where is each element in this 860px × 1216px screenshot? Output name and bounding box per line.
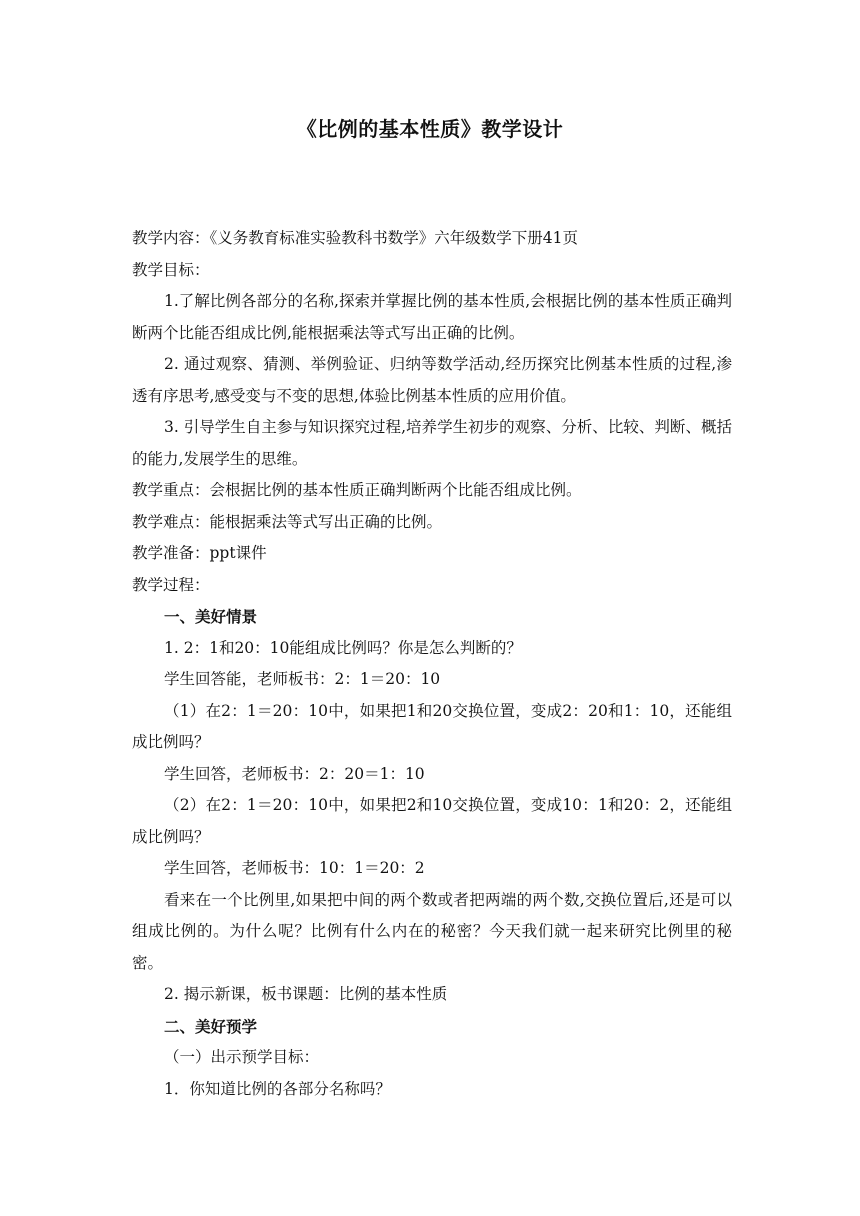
- goal-1: 1.了解比例各部分的名称,探索并掌握比例的基本性质,会根据比例的基本性质正确判断两个比能否组成比例,能根据乘法等式写出正确的比例。: [132, 292, 732, 342]
- goal-3: 3. 引导学生自主参与知识探究过程,培养学生初步的观察、分析、比较、判断、概括的能力,发展学生的思维。: [132, 418, 732, 468]
- s2-sub-1: （一）出示预学目标：: [164, 1048, 320, 1066]
- s1-answer-3: 学生回答，老师板书：10：1＝20：2: [164, 859, 425, 877]
- s1-summary: 看来在一个比例里,如果把中间的两个数或者把两端的两个数,交换位置后,还是可以组成比例的。为什么呢？比例有什么内在的秘密？今天我们就一起来研究比例里的秘密。: [132, 890, 732, 972]
- s1-answer-2: 学生回答，老师板书：2：20＝1：10: [164, 764, 425, 783]
- s1-sub-question-1: （1）在2：1＝20：10中，如果把1和20交换位置，变成2：20和1：10，还能组成比例吗？: [132, 701, 732, 751]
- difficulty: 教学难点：能根据乘法等式写出正确的比例。: [132, 512, 443, 531]
- document-body: [132, 223, 732, 1105]
- s1-sub-question-2: （2）在2：1＝20：10中，如果把2和10交换位置，变成10：1和20：2，还能组成比例吗？: [132, 796, 732, 846]
- preparation: 教学准备：ppt课件: [132, 544, 267, 562]
- document-title: 《比例的基本性质》教学设计: [296, 117, 564, 141]
- process-label: 教学过程：: [132, 575, 210, 594]
- key-point: 教学重点：会根据比例的基本性质正确判断两个比能否组成比例。: [132, 481, 582, 499]
- s1-question-1: 1. 2：1和20：10能组成比例吗？你是怎么判断的？: [164, 638, 522, 657]
- s1-answer-1: 学生回答能，老师板书：2：1＝20：10: [164, 670, 441, 688]
- goal-2: 2. 通过观察、猜测、举例验证、归纳等数学活动,经历探究比例基本性质的过程,渗透有序思考,感受变与不变的思想,体验比例基本性质的应用价值。: [132, 355, 732, 405]
- teaching-goals-label: 教学目标：: [132, 260, 210, 279]
- teaching-content: 教学内容：《义务教育标准实验教科书数学》六年级数学下册41页: [132, 229, 578, 247]
- s1-question-2: 2. 揭示新课，板书课题：比例的基本性质: [164, 985, 448, 1003]
- section-1-heading: 一、美好情景: [164, 607, 258, 626]
- section-2-heading: 二、美好预学: [164, 1016, 258, 1036]
- s2-question-1: 1．你知道比例的各部分名称吗？: [164, 1079, 391, 1098]
